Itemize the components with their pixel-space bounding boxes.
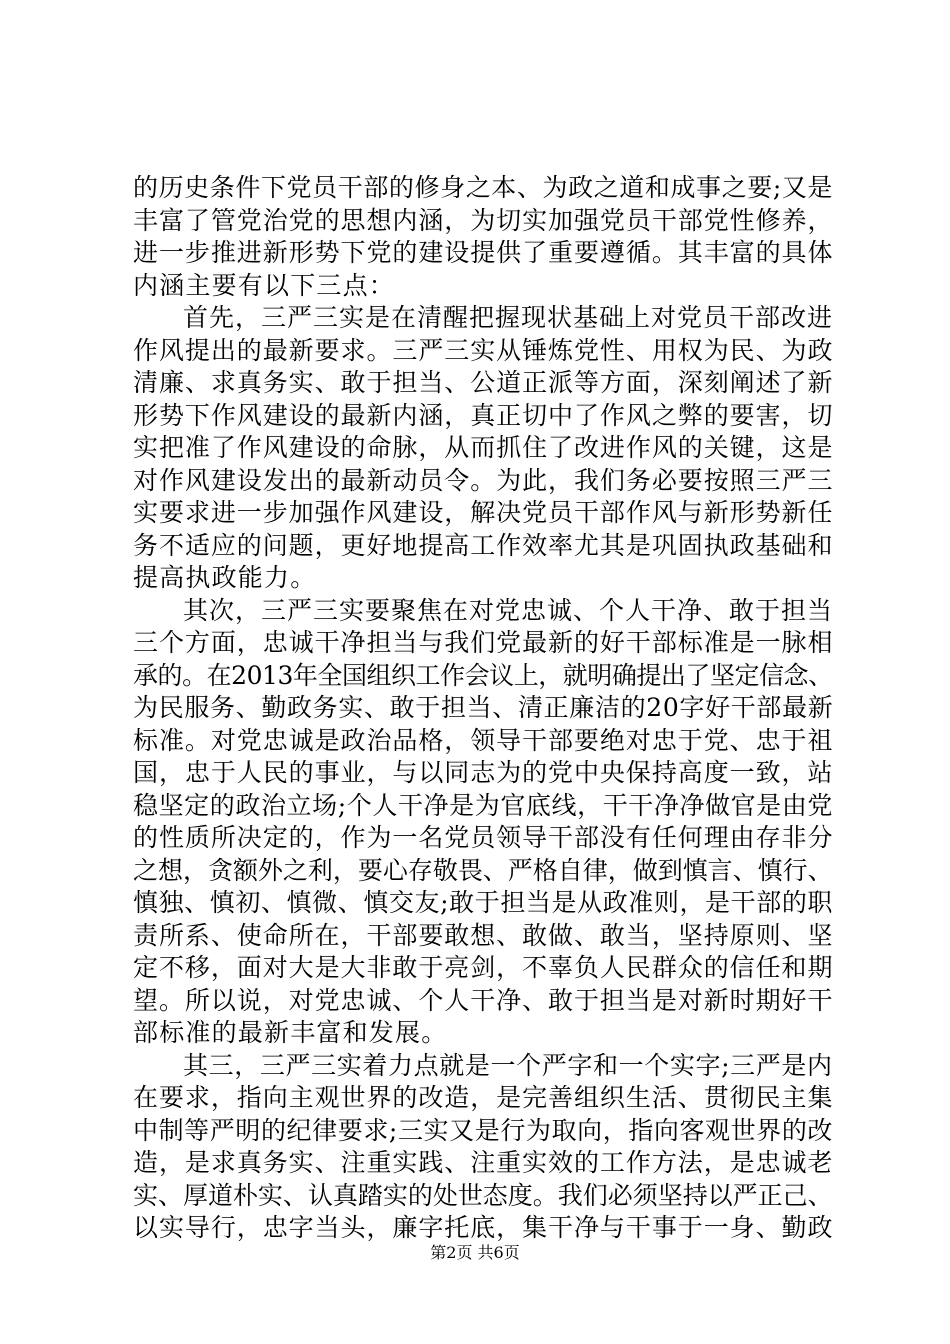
text-line: 国，忠于人民的事业，与以同志为的党中央保持高度一致，站 <box>133 758 834 787</box>
body-text <box>133 172 833 1245</box>
text-line: 定不移，面对大是大非敢于亮剑，不辜负人民群众的信任和期 <box>133 953 834 982</box>
text-line: 造，是求真务实、注重实践、注重实效的工作方法，是忠诚老 <box>133 1148 834 1177</box>
text-line: 的历史条件下党员干部的修身之本、为政之道和成事之要;又是 <box>133 173 834 202</box>
text-line: 标准。对党忠诚是政治品格，领导干部要绝对忠于党、忠于祖 <box>133 725 834 755</box>
text-line: 其次，三严三实要聚焦在对党忠诚、个人干净、敢于担当 <box>183 595 834 625</box>
text-line: 实把准了作风建设的命脉，从而抓住了改进作风的关键，这是 <box>133 433 834 462</box>
text-line: 部标准的最新丰富和发展。 <box>133 1018 448 1047</box>
text-line: 形势下作风建设的最新内涵，真正切中了作风之弊的要害，切 <box>133 400 834 430</box>
text-line: 三个方面，忠诚干净担当与我们党最新的好干部标准是一脉相 <box>133 628 834 657</box>
text-line: 为民服务、勤政务实、敢于担当、清正廉洁的20字好干部最新 <box>133 693 834 722</box>
text-line: 其三，三严三实着力点就是一个严字和一个实字;三严是内 <box>183 1050 833 1080</box>
text-line: 的性质所决定的，作为一名党员领导干部没有任何理由存非分 <box>133 823 834 852</box>
text-line: 内涵主要有以下三点： <box>133 270 396 300</box>
text-line: 稳坚定的政治立场;个人干净是为官底线，干干净净做官是由党 <box>133 790 834 820</box>
page-footer: 第2页 共6页 <box>430 1243 520 1262</box>
text-line: 作风提出的最新要求。三严三实从锤炼党性、用权为民、为政 <box>133 335 834 365</box>
text-line: 承的。在2013年全国组织工作会议上，就明确提出了坚定信念、 <box>133 660 833 690</box>
text-line: 丰富了管党治党的思想内涵，为切实加强党员干部党性修养， <box>133 205 834 235</box>
text-line: 中制等严明的纪律要求;三实又是行为取向，指向客观世界的改 <box>133 1115 834 1145</box>
text-line: 进一步推进新形势下党的建设提供了重要遵循。其丰富的具体 <box>133 238 834 267</box>
text-line: 对作风建设发出的最新动员令。为此，我们务必要按照三严三 <box>133 465 834 495</box>
text-line: 清廉、求真务实、敢于担当、公道正派等方面，深刻阐述了新 <box>133 368 834 397</box>
text-line: 望。所以说，对党忠诚、个人干净、敢于担当是对新时期好干 <box>133 985 834 1015</box>
text-line: 以实导行，忠字当头，廉字托底，集干净与干事于一身、勤政 <box>133 1213 834 1242</box>
text-line: 提高执政能力。 <box>133 563 317 592</box>
text-line: 在要求，指向主观世界的改造，是完善组织生活、贯彻民主集 <box>133 1083 834 1112</box>
text-line: 实、厚道朴实、认真踏实的处世态度。我们必须坚持以严正己、 <box>133 1180 833 1210</box>
text-line: 慎独、慎初、慎微、慎交友;敢于担当是从政准则，是干部的职 <box>133 888 834 917</box>
text-line: 实要求进一步加强作风建设，解决党员干部作风与新形势新任 <box>133 498 834 527</box>
text-line: 责所系、使命所在，干部要敢想、敢做、敢当，坚持原则、坚 <box>133 920 834 950</box>
text-line: 之想，贪额外之利，要心存敬畏、严格自律，做到慎言、慎行、 <box>133 855 833 885</box>
text-line: 首先，三严三实是在清醒把握现状基础上对党员干部改进 <box>183 303 834 332</box>
text-line: 务不适应的问题，更好地提高工作效率尤其是巩固执政基础和 <box>133 530 834 560</box>
